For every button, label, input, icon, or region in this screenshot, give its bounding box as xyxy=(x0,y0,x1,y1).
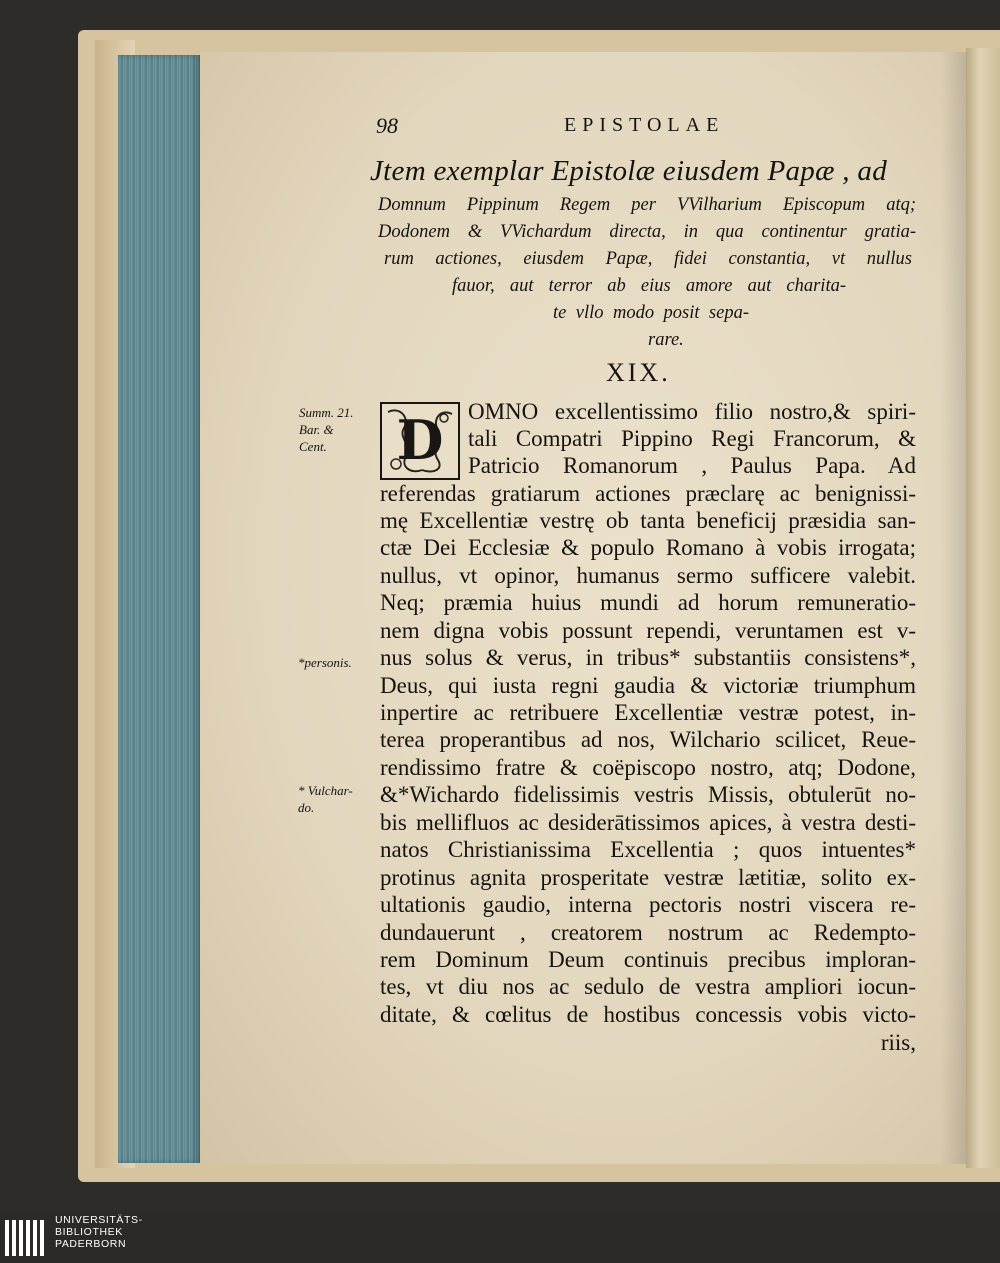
body-line: nullus, vt opinor, humanus sermo sufficere valebit. xyxy=(380,563,916,588)
footer-bar xyxy=(0,1213,1000,1263)
body-line: ctæ Dei Ecclesiæ & populo Romano à vobis irrogata; xyxy=(380,535,916,560)
body-line: rendissimo fratre & coëpiscopo nostro, atq; Dodone, xyxy=(380,755,916,780)
section-number: XIX. xyxy=(606,358,671,387)
folio-number: 98 xyxy=(376,113,398,138)
page-edges xyxy=(118,55,200,1163)
body-line: tali Compatri Pippino Regi Francorum, & xyxy=(468,426,916,451)
library-name-line: BIBLIOTHEK xyxy=(55,1225,123,1238)
heading-line: Domnum Pippinum Regem per VVilharium Episcopum atq; xyxy=(378,195,916,215)
margin-note-line: Cent. xyxy=(299,439,327,454)
body-line: tes, vt diu nos ac sedulo de vestra ampliori iocun- xyxy=(380,974,916,999)
ornament-initial-icon xyxy=(382,404,458,478)
margin-note-line: * Vulchar- xyxy=(298,783,353,798)
body-line: natos Christianissima Excellentia ; quos intuentes* xyxy=(380,837,916,862)
heading-line: rum actiones, eiusdem Papæ, fidei constantia, vt nullus xyxy=(384,249,912,269)
margin-note-line: do. xyxy=(298,800,315,815)
body-line: inpertire ac retribuere Excellentiæ vestræ potest, in- xyxy=(380,700,916,725)
catchword: riis, xyxy=(880,1030,916,1055)
body-line: nem digna vobis possunt rependi, veruntamen est v- xyxy=(380,618,916,643)
body-line: Deus, qui iusta regni gaudia & victoriæ triumphum xyxy=(380,673,916,698)
body-line: referendas gratiarum actiones præclarę ac benignissi- xyxy=(380,481,916,506)
body-line: nus solus & verus, in tribus* substantiis consistens*, xyxy=(380,645,916,670)
running-title: EPISTOLAE xyxy=(564,114,725,136)
margin-note-line: Bar. & xyxy=(299,422,334,437)
body-line: rem Dominum Deum continuis precibus imploran- xyxy=(380,947,916,972)
body-line: Patricio Romanorum , Paulus Papa. Ad xyxy=(468,453,916,478)
body-line: Neq; præmia huius mundi ad horum remuneratio- xyxy=(380,590,916,615)
library-name-line: UNIVERSITÄTS- xyxy=(55,1214,143,1226)
facing-page-edge xyxy=(966,48,1000,1168)
heading-line: rare. xyxy=(648,330,684,350)
margin-note-sources xyxy=(299,404,354,455)
body-line: mę Excellentiæ vestrę ob tanta beneficij præsidia san- xyxy=(380,508,916,533)
body-line: OMNO excellentissimo filio nostro,& spiri- xyxy=(468,399,916,424)
library-name-line: PADERBORN xyxy=(55,1237,127,1250)
body-line: protinus agnita prosperitate vestræ lætitiæ, solito ex- xyxy=(380,865,916,890)
body-line: &*Wichardo fidelissimis vestris Missis, obtulerūt no- xyxy=(380,782,916,807)
decorated-initial-d xyxy=(380,402,460,480)
body-line: terea properantibus ad nos, Wilchario scilicet, Reue- xyxy=(380,727,916,752)
margin-note-vulchardo xyxy=(298,782,353,816)
margin-note-line: Summ. 21. xyxy=(299,405,354,420)
library-name xyxy=(55,1215,143,1250)
heading-line: fauor, aut terror ab eius amore aut charita- xyxy=(452,276,846,296)
initial-letter: D xyxy=(396,408,444,472)
margin-note-personis: *personis. xyxy=(298,655,352,670)
library-barcode-logo-icon xyxy=(5,1218,49,1258)
running-head xyxy=(376,113,916,143)
body-line: dundauerunt , creatorem nostrum ac Redempto- xyxy=(380,920,916,945)
heading-title: Jtem exemplar Epistolæ eiusdem Papæ , ad xyxy=(370,155,887,187)
body-line: ultationis gaudio, interna pectoris nostri viscera re- xyxy=(380,892,916,917)
body-line: ditate, & cœlitus de hostibus concessis vobis victo- xyxy=(380,1002,916,1027)
heading-line: Dodonem & VVichardum directa, in qua continentur gratia- xyxy=(378,222,916,242)
body-line: bis mellifluos ac desiderātissimos apices, à vestra desti- xyxy=(380,810,916,835)
heading-line: te vllo modo posit sepa- xyxy=(553,303,749,323)
